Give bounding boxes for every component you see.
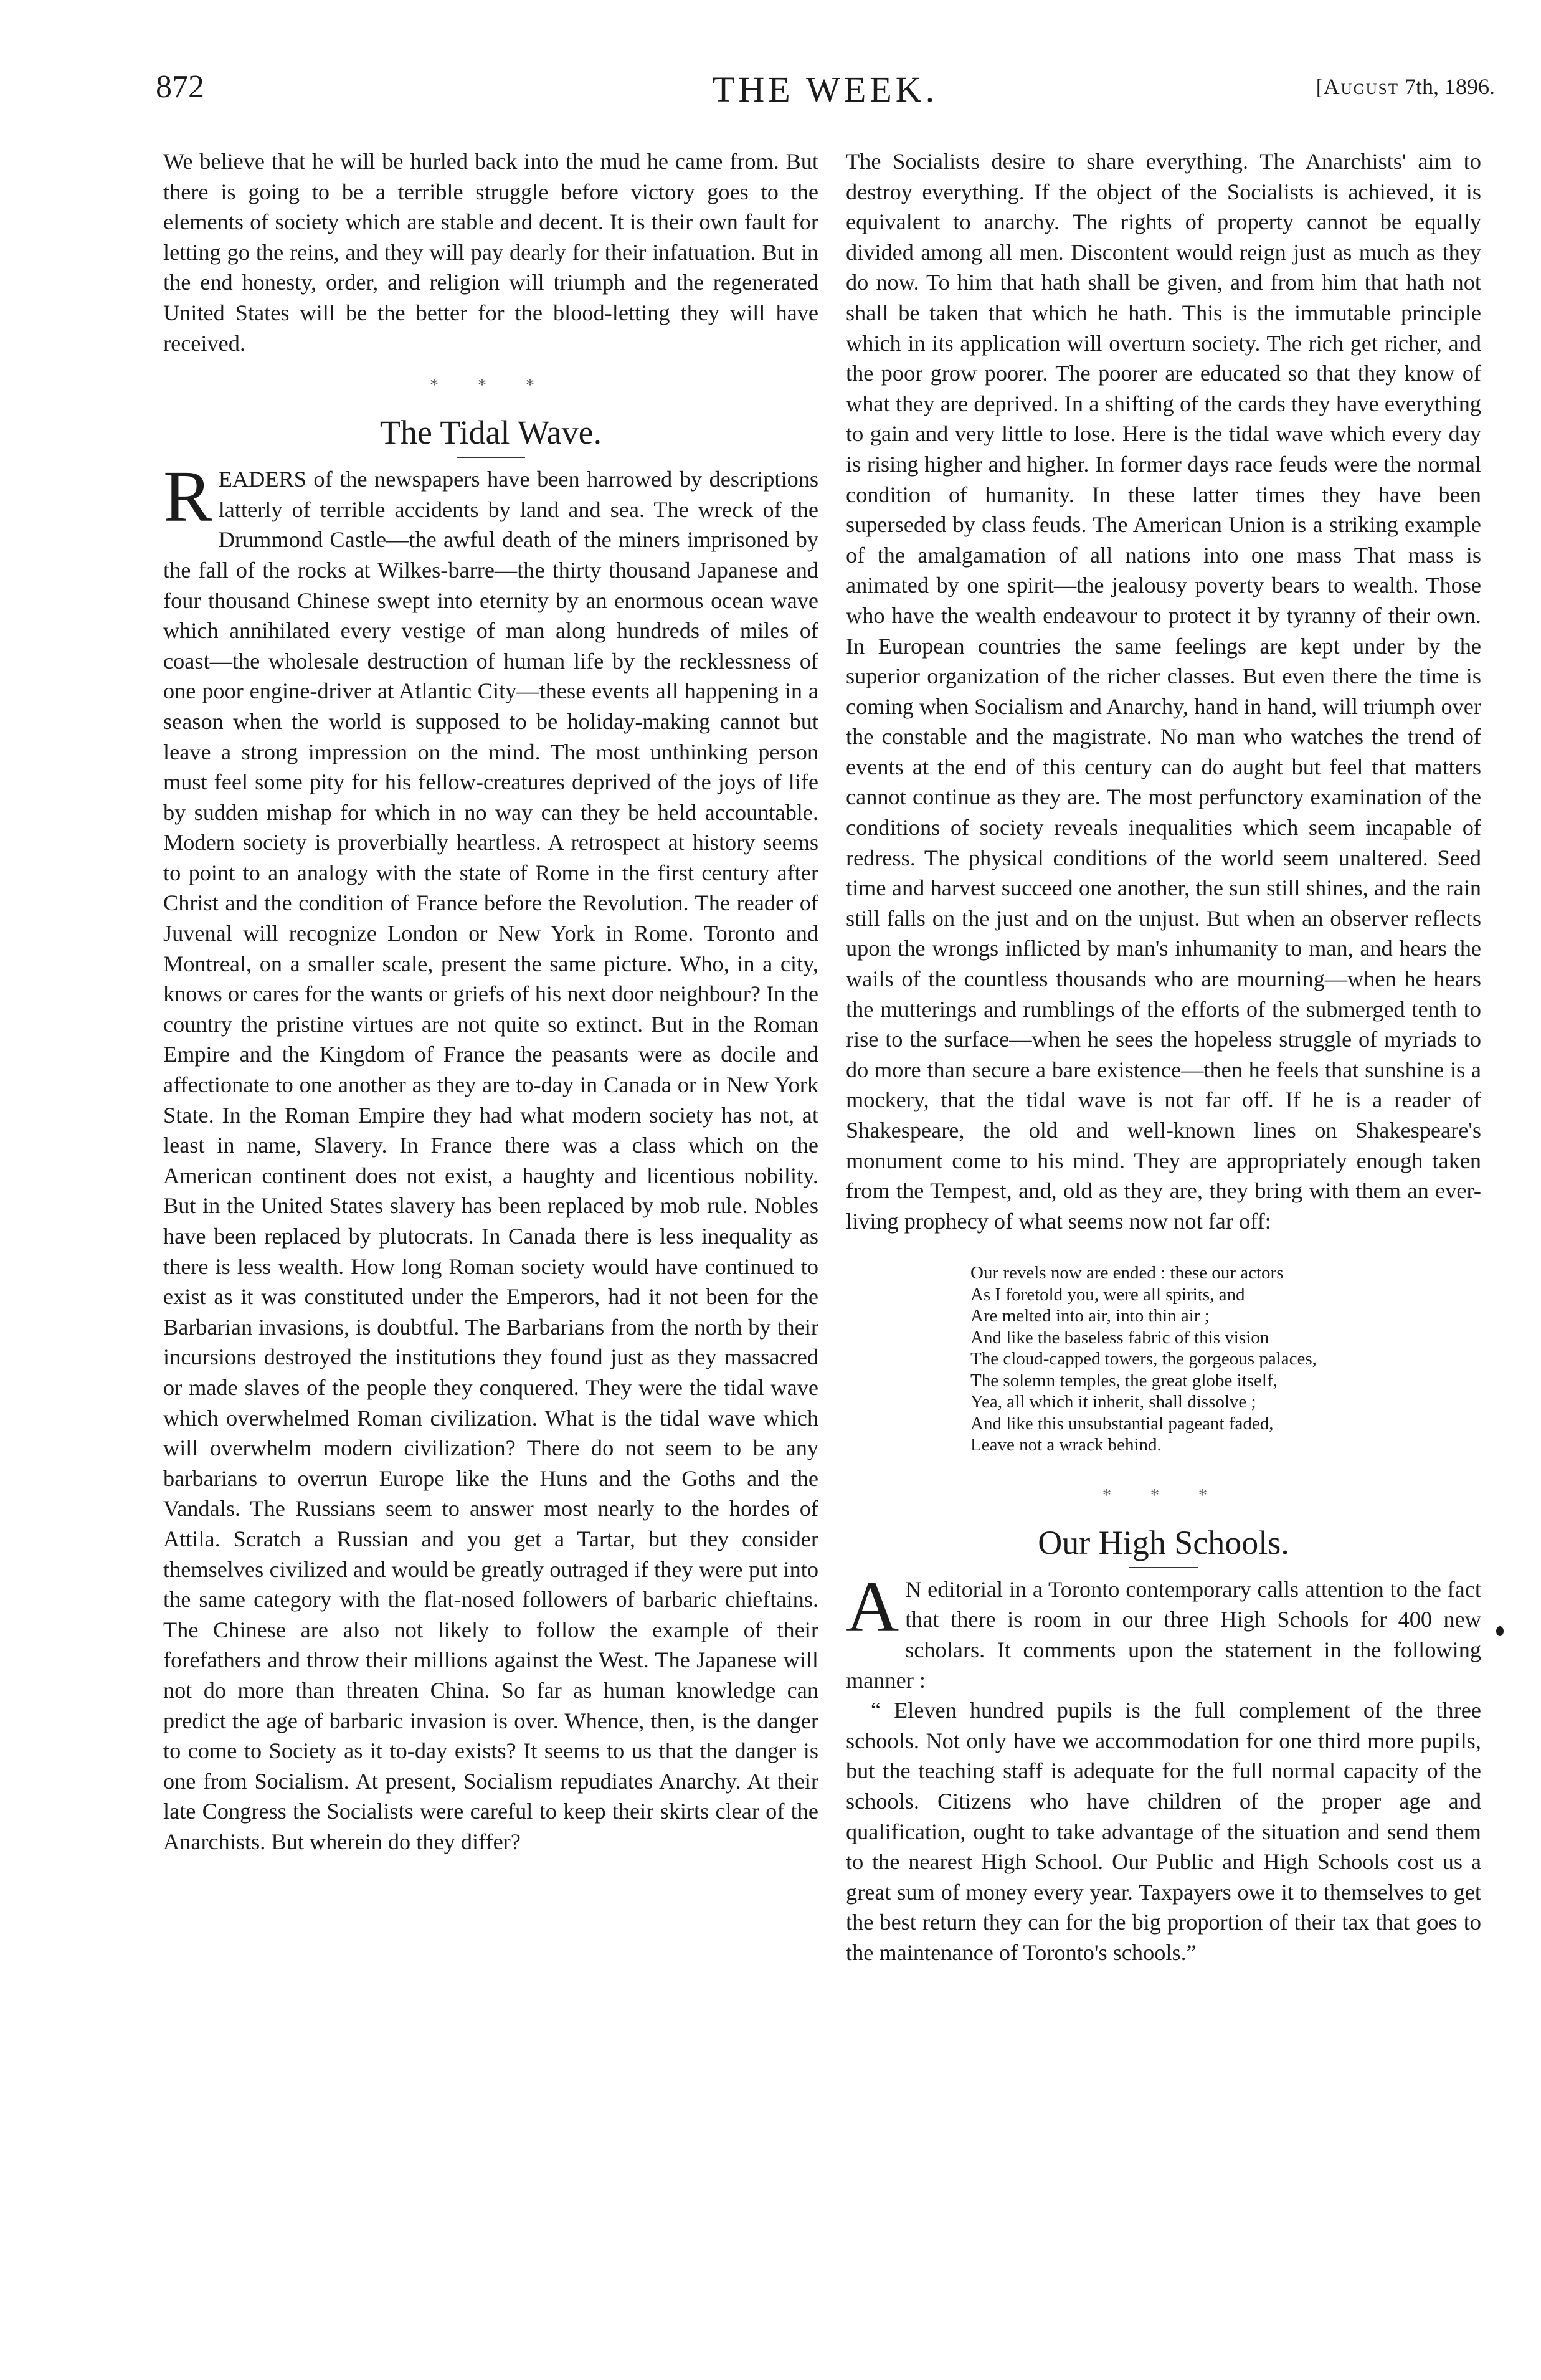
section-separator: * * * — [1102, 1485, 1225, 1505]
left-column — [163, 146, 818, 1857]
title-rule — [457, 457, 525, 458]
date-day-year: 7th, 1896. — [1398, 74, 1495, 99]
issue-date — [1316, 74, 1495, 100]
poem-line: As I foretold you, were all spirits, and — [970, 1284, 1245, 1305]
poem-line: And like this unsubstantial pageant faded, — [970, 1413, 1274, 1434]
article-title-high-schools: Our High Schools. — [1038, 1523, 1289, 1561]
tempest-quotation — [970, 1262, 1481, 1456]
page-header — [156, 69, 1495, 125]
title-rule — [1129, 1567, 1198, 1568]
date-bracket: [ — [1316, 74, 1324, 99]
poem-line: Leave not a wrack behind. — [970, 1435, 1162, 1455]
tidal-wave-body — [163, 455, 818, 1857]
poem-line: The solemn temples, the great globe itself, — [970, 1370, 1278, 1391]
poem-line: Yea, all which it inherit, shall dissolve ; — [970, 1392, 1256, 1412]
drop-cap: R — [163, 455, 212, 538]
date-month: August — [1323, 74, 1399, 99]
section-separator: * * * — [430, 376, 552, 396]
article-title-tidal-wave: The Tidal Wave. — [379, 414, 602, 452]
poem-line: The cloud-capped towers, the gorgeous palaces, — [970, 1349, 1317, 1369]
high-schools-text: N editorial in a Toronto contemporary calls attention to the fact that there is room in our three High Schools for 400 new scholars. It comments upon the statement in the following manner : — [846, 1576, 1481, 1693]
page-number: 872 — [156, 69, 204, 105]
drop-cap: A — [846, 1565, 899, 1647]
ink-dot — [1496, 1626, 1504, 1636]
poem-line: And like the baseless fabric of this vision — [970, 1327, 1269, 1348]
high-schools-body — [846, 1565, 1481, 1695]
previous-article-ending: We believe that he will be hurled back into the mud he came from. But there is going to be a terrible struggle before victory goes to the elements of society which are stable and decent. It is their own fault for letting go the reins, and they will pay dearly for their infatuation. But in the end honesty, order, and religion will triumph and the regenerated United States will be the better for the blood-letting they will have received. — [163, 149, 818, 356]
poem-line: Are melted into air, into thin air ; — [970, 1306, 1210, 1326]
tidal-wave-text: EADERS of the newspapers have been harrowed by descriptions latterly of terrible accidents by land and sea. The wreck of the Drummond Castle—the awful death of the miners imprisoned by the fall of the rocks at Wilkes-barre—the thirty thousand Japanese and four thousand Chinese swept into eternity by an enormous ocean wave which annihilated every vestige of man along hundreds of miles of coast—the wholesale destruction of human life by the recklessness of one poor engine-driver at Atlantic City—these events all happening in a season when the world is supposed to be holiday-making cannot but leave a strong impression on the mind. The most unthinking person must feel some pity for his fellow-creatures deprived of the joys of life by sudden mishap for which in no way can they be held accountable. Modern society is proverbially heartless. A retrospect at history seems to point to an analogy with the state of Rome in the first century after Christ and the condition of France before the Revolution. The reader of Juvenal will recognize London or New York in Rome. Toronto and Montreal, on a smaller scale, present the same picture. Who, in a city, knows or cares for the wants or griefs of his next door neighbour? In the country the pristine virtues are not quite so extinct. But in the Roman Empire and the Kingdom of France the peasants were as docile and affectionate to one another as they are to-day in Canada or in New York State. In the Roman Empire they had what modern society has not, at least in name, Slavery. In France there was a class which on the American continent does not exist, a haughty and licentious nobility. But in the United States slavery has been replaced by mob rule. Nobles have been replaced by plutocrats. In Canada there is less inequality as there is less wealth. How long Roman society would have continued to exist as it was constituted under the Emperors, had it not been for the Barbarian invasions, is doubtful. The Barbarians from the north by their incursions destroyed the institutions they found just as they massacred or made slaves of the people they conquered. They were the tidal wave which overwhelmed Roman civilization. What is the tidal wave which will overwhelm modern civilization? There do not seem to be any barbarians to overrun Europe like the Huns and the Goths and the Vandals. The Russians seem to answer most nearly to the hordes of Attila. Scratch a Russian and you get a Tartar, but they consider themselves civilized and would be greatly outraged if they were put into the same category with the flat-nosed followers of barbaric chieftains. The Chinese are also not likely to follow the example of their forefathers and throw their millions against the West. The Japanese will not do more than threaten China. So far as human knowledge can predict the age of barbaric invasion is over. Whence, then, is the danger to come to Society as it to-day exists? It seems to us that the danger is one from Socialism. At present, Socialism repudiates Anarchy. At their late Congress the Socialists were careful to keep their skirts clear of the Anarchists. But wherein do they differ? — [163, 467, 818, 1854]
masthead: THE WEEK. — [712, 69, 939, 110]
high-schools-quote: “ Eleven hundred pupils is the full complement of the three schools. Not only have we accommodation for one third more pupils, but the teaching staff is adequate for the full normal capacity of the schools. Citizens who have children of the proper age and qualification, ought to take advantage of the situation and send them to the nearest High School. Our Public and High Schools cost us a great sum of money every year. Taxpayers owe it to themselves to get the best return they can for the big proportion of their tax that goes to the maintenance of Toronto's schools.” — [846, 1698, 1481, 1965]
right-column — [846, 146, 1481, 1968]
poem-line: Our revels now are ended : these our actors — [970, 1263, 1284, 1283]
tidal-wave-continuation: The Socialists desire to share everything. The Anarchists' aim to destroy everything. If the object of the Socialists is achieved, it is equivalent to anarchy. The rights of property cannot be equally divided among all men. Discontent would reign just as much as they do now. To him that hath shall be given, and from him that hath not shall be taken that which he hath. This is the immutable principle which in its application will overturn society. The rich get richer, and the poor grow poorer. The poorer are educated so that they know of what they are deprived. In a shifting of the cards they have everything to gain and very little to lose. Here is the tidal wave which every day is rising higher and higher. In former days race feuds were the normal condition of humanity. In these latter times they have been superseded by class feuds. The American Union is a striking example of the amalgamation of all nations into one mass That mass is animated by one spirit—the jealousy poverty bears to wealth. Those who have the wealth endeavour to protect it by tyranny of their own. In European countries the same feelings are kept under by the superior organization of the richer classes. But even there the time is coming when Socialism and Anarchy, hand in hand, will triumph over the constable and the magistrate. No man who watches the trend of events at the end of this century can do aught but feel that matters cannot continue as they are. The most perfunctory examination of the conditions of society reveals inequalities which seem incapable of redress. The physical conditions of the world seem unaltered. Seed time and harvest succeed one another, the sun still shines, and the rain still falls on the just and on the unjust. But when an observer reflects upon the wrongs inflicted by man's inhumanity to man, and hears the wails of the countless thousands who are mourning—when he hears the mutterings and rumblings of the efforts of the submerged tenth to rise to the surface—when he sees the hopeless struggle of myriads to do more than secure a bare existence—then he feels that sunshine is a mockery, that the tidal wave is not far off. If he is a reader of Shakespeare, the old and well-known lines on Shakespeare's monument come to his mind. They are appropriately enough taken from the Tempest, and, old as they are, they bring with them an ever-living prophecy of what seems now not far off: — [846, 149, 1481, 1234]
